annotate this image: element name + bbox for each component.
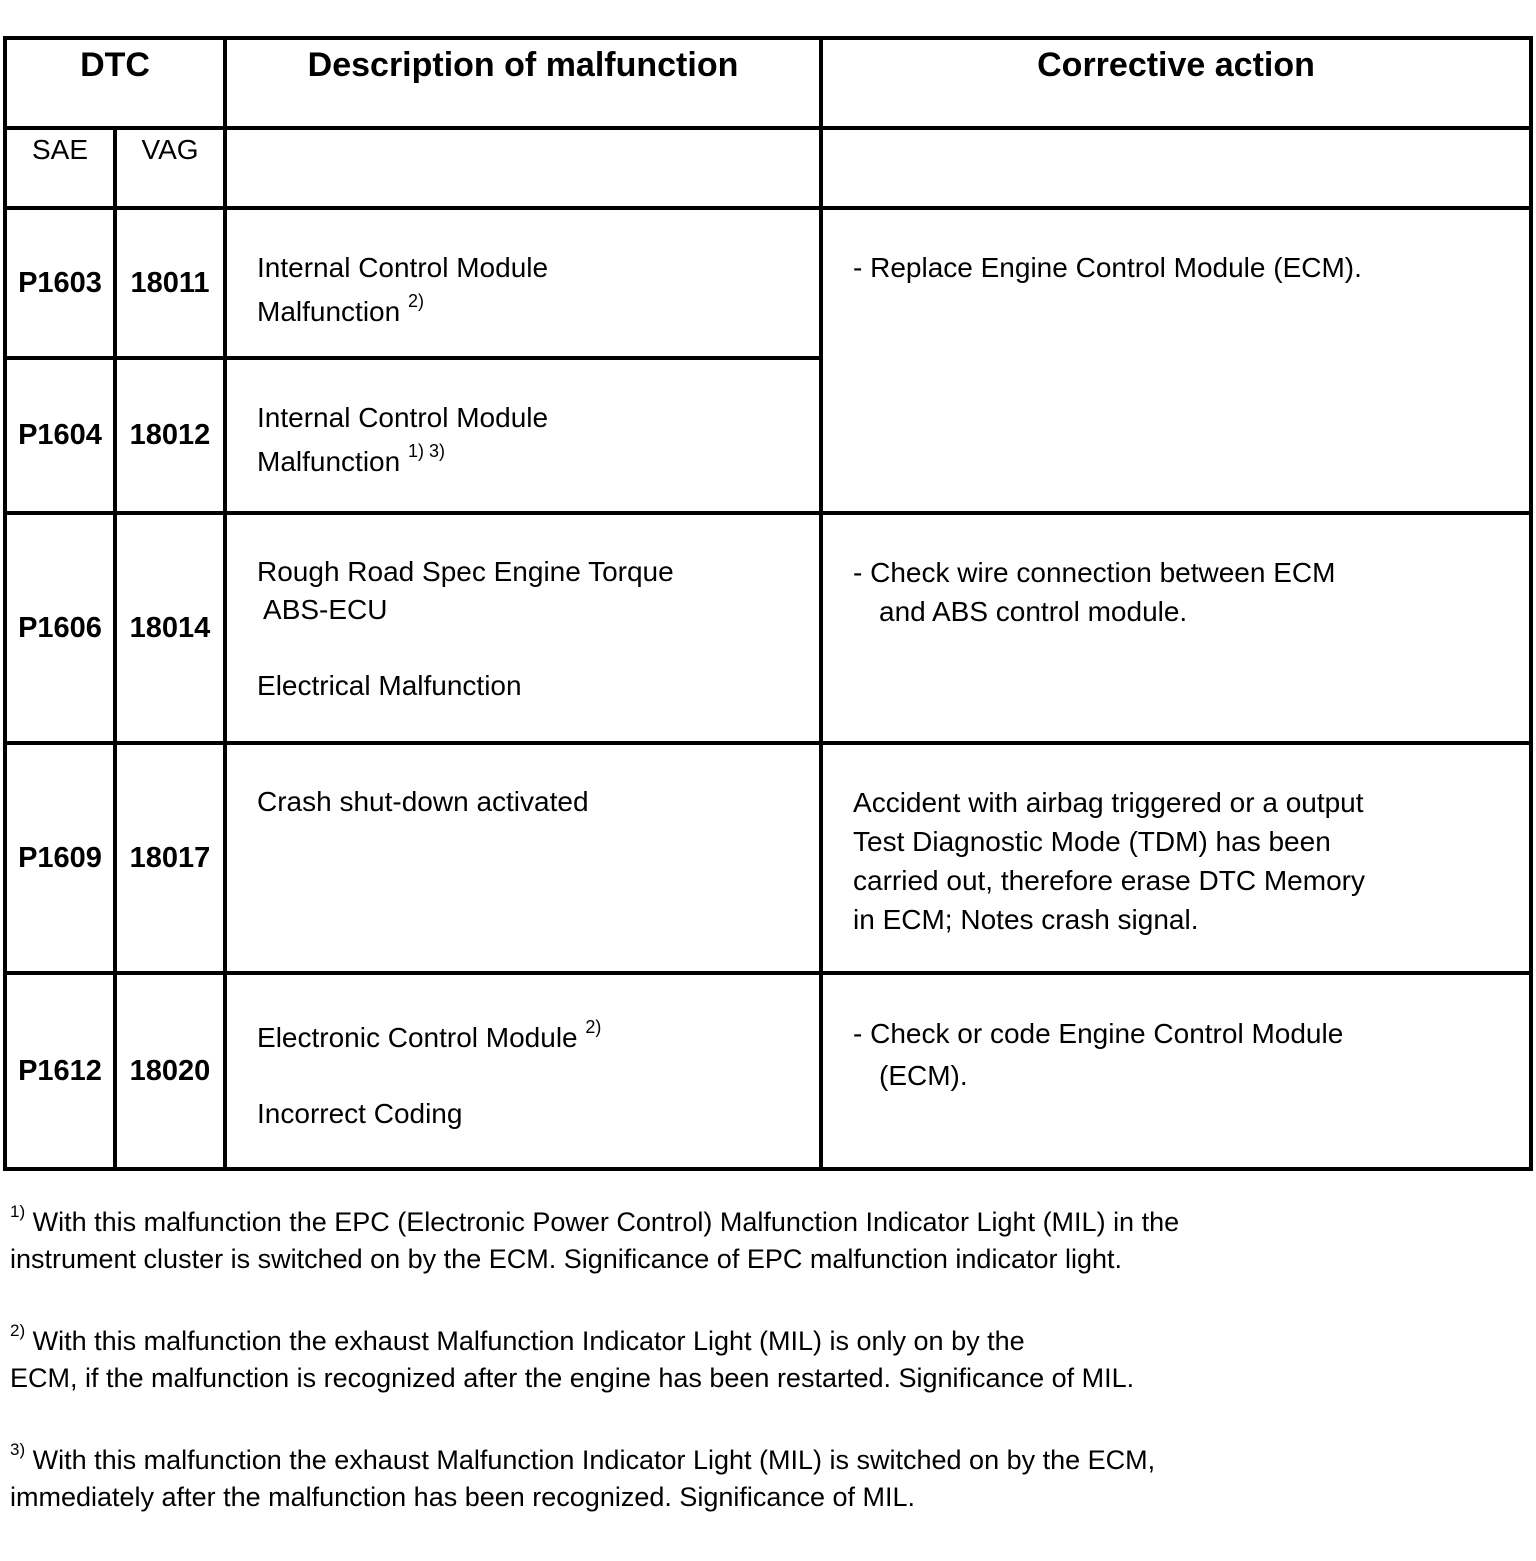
table-row — [5, 973, 1531, 1169]
footnote-marker: 2) — [10, 1321, 26, 1340]
desc-line: Electronic Control Module — [257, 1022, 578, 1053]
action-line: - Replace Engine Control Module (ECM). — [853, 252, 1362, 283]
malfunction-description — [225, 358, 821, 513]
footnote-2 — [10, 1323, 1510, 1397]
corrective-action — [821, 208, 1531, 513]
desc-line: Internal Control Module — [257, 252, 549, 283]
subheader-desc-empty — [225, 128, 821, 208]
footnote-ref: 2) — [585, 1017, 602, 1037]
action-line: and ABS control module. — [879, 596, 1188, 627]
desc-line: Crash shut-down activated — [257, 786, 589, 817]
footnote-text: immediately after the malfunction has been recognized. Significance of MIL. — [10, 1482, 915, 1512]
vag-code: 18020 — [115, 973, 225, 1169]
footnotes — [10, 1204, 1510, 1561]
footnote-text: With this malfunction the EPC (Electronic Power Control) Malfunction Indicator Light (MIL) in the — [32, 1207, 1180, 1237]
vag-code: 18011 — [115, 208, 225, 358]
footnote-ref: 2) — [407, 291, 424, 311]
sae-code: P1606 — [5, 513, 115, 743]
desc-line: Electrical Malfunction — [257, 670, 522, 701]
table-row — [5, 208, 1531, 358]
corrective-action — [821, 513, 1531, 743]
header-dtc: DTC — [5, 38, 225, 128]
action-line: carried out, therefore erase DTC Memory — [853, 865, 1365, 896]
malfunction-description — [225, 973, 821, 1169]
footnote-marker: 3) — [10, 1440, 26, 1459]
malfunction-description — [225, 743, 821, 973]
desc-line: Rough Road Spec Engine Torque — [257, 556, 674, 587]
table-row — [5, 743, 1531, 973]
subheader-sae: SAE — [5, 128, 115, 208]
subheader-row — [5, 128, 1531, 208]
vag-code: 18017 — [115, 743, 225, 973]
malfunction-description — [225, 208, 821, 358]
table-row — [5, 513, 1531, 743]
vag-code: 18014 — [115, 513, 225, 743]
action-line: - Check or code Engine Control Module — [853, 1018, 1344, 1049]
footnote-text: ECM, if the malfunction is recognized after the engine has been restarted. Significance of MIL. — [10, 1363, 1135, 1393]
subheader-vag: VAG — [115, 128, 225, 208]
footnote-3 — [10, 1442, 1510, 1516]
footnote-ref: 1) 3) — [407, 441, 445, 461]
action-line: Accident with airbag triggered or a output — [853, 787, 1364, 818]
corrective-action — [821, 743, 1531, 973]
footnote-marker: 1) — [10, 1202, 26, 1221]
desc-line: Malfunction — [257, 446, 401, 477]
action-line: (ECM). — [879, 1060, 968, 1091]
sae-code: P1604 — [5, 358, 115, 513]
desc-line: ABS-ECU — [263, 594, 388, 625]
header-row — [5, 38, 1531, 128]
desc-line: Internal Control Module — [257, 402, 549, 433]
sae-code: P1609 — [5, 743, 115, 973]
malfunction-description — [225, 513, 821, 743]
footnote-text: With this malfunction the exhaust Malfunction Indicator Light (MIL) is only on by the — [32, 1326, 1025, 1356]
footnote-1 — [10, 1204, 1510, 1278]
sae-code: P1603 — [5, 208, 115, 358]
desc-line: Malfunction — [257, 296, 401, 327]
header-corrective-action: Corrective action — [821, 38, 1531, 128]
header-description: Description of malfunction — [225, 38, 821, 128]
footnote-text: instrument cluster is switched on by the ECM. Significance of EPC malfunction indicator light. — [10, 1244, 1122, 1274]
subheader-action-empty — [821, 128, 1531, 208]
sae-code: P1612 — [5, 973, 115, 1169]
action-line: in ECM; Notes crash signal. — [853, 904, 1199, 935]
corrective-action — [821, 973, 1531, 1169]
action-line: Test Diagnostic Mode (TDM) has been — [853, 826, 1331, 857]
action-line: - Check wire connection between ECM — [853, 557, 1336, 588]
footnote-text: With this malfunction the exhaust Malfunction Indicator Light (MIL) is switched on by the ECM, — [32, 1445, 1156, 1475]
dtc-table — [3, 36, 1533, 1171]
desc-line: Incorrect Coding — [257, 1098, 463, 1129]
vag-code: 18012 — [115, 358, 225, 513]
